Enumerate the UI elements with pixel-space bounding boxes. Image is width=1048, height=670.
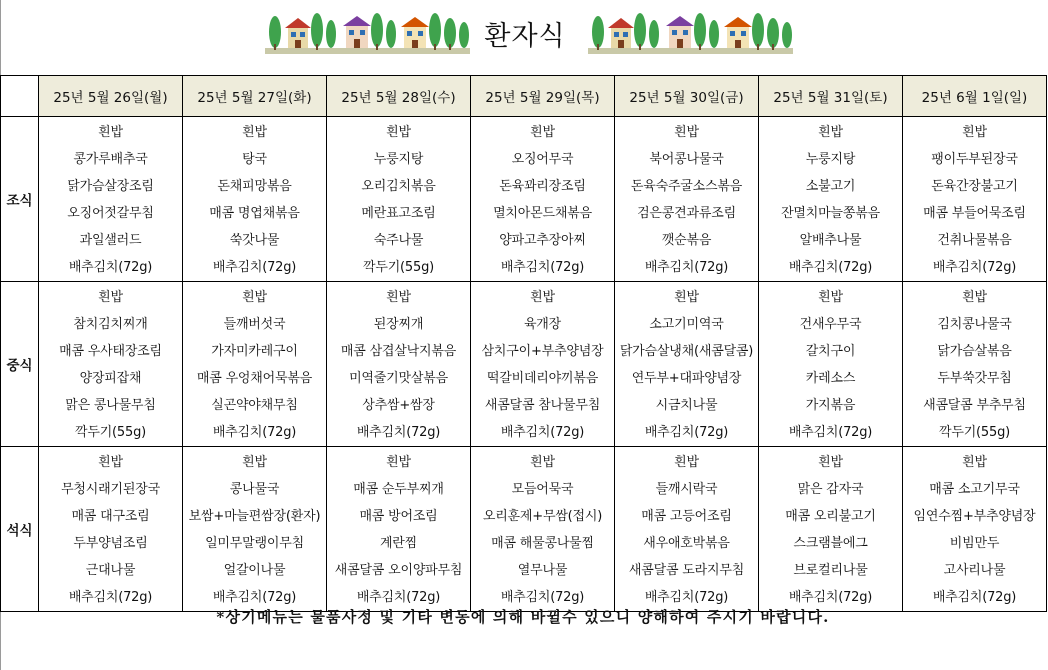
menu-item: 근대나물 (85, 563, 136, 578)
menu-item: 깍두기(55g) (938, 425, 1010, 440)
menu-item: 흰밥 (530, 290, 555, 305)
menu-cell (759, 282, 903, 447)
menu-item: 흰밥 (674, 455, 699, 470)
menu-item: 북어콩나물국 (649, 152, 724, 167)
menu-item-list (903, 282, 1046, 446)
meal-row-breakfast (1, 117, 1047, 282)
menu-item: 흰밥 (98, 125, 123, 140)
menu-item: 흰밥 (818, 455, 843, 470)
menu-item: 돈육숙주굴소스볶음 (630, 179, 743, 194)
menu-item: 배추김치(72g) (932, 260, 1017, 275)
menu-item: 소불고기 (805, 179, 856, 194)
menu-cell (903, 117, 1047, 282)
menu-item: 깻순볶음 (661, 233, 712, 248)
menu-item: 쑥갓나물 (229, 233, 280, 248)
date-header: 25년 5월 31일(토) (759, 76, 903, 117)
meal-label: 중식 (1, 282, 39, 447)
menu-item: 매콤 순두부찌개 (353, 482, 444, 497)
menu-item: 새콤달콤 부추무침 (923, 398, 1026, 413)
menu-item: 흰밥 (674, 125, 699, 140)
menu-item: 배추김치(72g) (500, 260, 585, 275)
menu-item-list (183, 117, 326, 281)
menu-item: 검은콩견과류조림 (637, 206, 736, 221)
menu-cell (471, 282, 615, 447)
menu-item: 닭가슴살볶음 (937, 344, 1012, 359)
menu-item: 메란표고조림 (361, 206, 436, 221)
menu-item: 잔멸치마늘쫑볶음 (781, 206, 880, 221)
menu-cell (183, 447, 327, 612)
date-header: 25년 5월 26일(월) (39, 76, 183, 117)
menu-item: 연두부+대파양념장 (631, 371, 742, 386)
menu-item: 돈육간장불고기 (931, 179, 1018, 194)
menu-item: 배추김치(72g) (788, 425, 873, 440)
menu-item: 두부양념조림 (73, 536, 148, 551)
menu-item-list (759, 282, 902, 446)
village-illustration-icon (265, 10, 470, 54)
menu-item-list (471, 282, 614, 446)
menu-item: 맑은 감자국 (797, 482, 864, 497)
menu-item: 멸치아몬드채볶음 (493, 206, 592, 221)
corner-cell (1, 76, 39, 117)
menu-item: 육개장 (523, 317, 562, 332)
menu-item: 고사리나물 (943, 563, 1006, 578)
menu-item-list (759, 447, 902, 611)
menu-item: 들깨버섯국 (223, 317, 286, 332)
menu-item: 무청시래기된장국 (61, 482, 160, 497)
menu-item: 흰밥 (386, 290, 411, 305)
meal-row-lunch (1, 282, 1047, 447)
menu-item: 흰밥 (962, 290, 987, 305)
menu-item: 스크램블에그 (793, 536, 868, 551)
menu-item: 새콤달콤 오이양파무침 (334, 563, 463, 578)
menu-item: 열무나물 (517, 563, 568, 578)
menu-cell (327, 282, 471, 447)
menu-item: 배추김치(72g) (932, 590, 1017, 605)
menu-item: 배추김치(72g) (68, 260, 153, 275)
menu-item: 비빔만두 (949, 536, 1000, 551)
menu-item: 배추김치(72g) (644, 425, 729, 440)
menu-item: 누룽지탕 (805, 152, 856, 167)
menu-item: 오리훈제+무쌈(접시) (482, 509, 603, 524)
page-title: 환자식 (484, 21, 566, 52)
menu-item: 매콤 해물콩나물찜 (491, 536, 594, 551)
menu-cell (183, 117, 327, 282)
menu-cell (327, 447, 471, 612)
menu-cell (471, 447, 615, 612)
menu-item: 매콤 고등어조림 (641, 509, 732, 524)
menu-item-list (39, 117, 182, 281)
notice-text: *상기메뉴는 물품사정 및 기타 변동에 의해 바뀔수 있으니 양해하여 주시기 바랍니다. (216, 608, 830, 626)
menu-cell (183, 282, 327, 447)
menu-item: 김치콩나물국 (937, 317, 1012, 332)
menu-item: 맑은 콩나물무침 (65, 398, 156, 413)
meal-label: 석식 (1, 447, 39, 612)
menu-item: 매콤 삼겹살낙지볶음 (340, 344, 457, 359)
menu-item: 배추김치(72g) (212, 590, 297, 605)
menu-item: 돈육꽈리장조림 (499, 179, 586, 194)
menu-item: 떡갈비데리야끼볶음 (486, 371, 599, 386)
menu-item: 닭가슴살냉채(새콤달콤) (619, 344, 754, 359)
menu-cell (759, 117, 903, 282)
date-header: 25년 5월 30일(금) (615, 76, 759, 117)
menu-item: 배추김치(72g) (500, 425, 585, 440)
menu-item: 숙주나물 (373, 233, 424, 248)
menu-item: 일미무말랭이무침 (205, 536, 304, 551)
menu-item: 상추쌈+쌈장 (362, 398, 435, 413)
menu-item-list (327, 282, 470, 446)
menu-item: 브로컬리나물 (793, 563, 868, 578)
menu-item: 배추김치(72g) (68, 590, 153, 605)
menu-item: 삼치구이+부추양념장 (481, 344, 604, 359)
menu-cell (615, 282, 759, 447)
menu-cell (903, 447, 1047, 612)
menu-item: 과일샐러드 (79, 233, 142, 248)
menu-item: 미역줄기맛살볶음 (349, 371, 448, 386)
menu-item: 참치김치찌개 (73, 317, 148, 332)
menu-item-list (183, 282, 326, 446)
menu-item: 매콤 우사태장조림 (59, 344, 162, 359)
menu-cell (39, 117, 183, 282)
menu-item: 시금치나물 (655, 398, 718, 413)
weekly-menu-table (0, 75, 1047, 612)
menu-item: 계란찜 (379, 536, 418, 551)
menu-item: 알배추나물 (799, 233, 862, 248)
menu-cell (39, 282, 183, 447)
menu-item: 들깨시락국 (655, 482, 718, 497)
menu-item: 건취나물볶음 (937, 233, 1012, 248)
menu-item: 깍두기(55g) (362, 260, 434, 275)
menu-cell (903, 282, 1047, 447)
page-header (0, 0, 1048, 75)
menu-item: 건새우무국 (799, 317, 862, 332)
menu-item: 된장찌개 (373, 317, 424, 332)
date-header: 25년 5월 29일(목) (471, 76, 615, 117)
menu-item: 카레소스 (805, 371, 856, 386)
menu-item: 가지볶음 (805, 398, 856, 413)
menu-item: 흰밥 (242, 125, 267, 140)
menu-item-list (327, 117, 470, 281)
menu-item-list (471, 447, 614, 611)
menu-item: 얼갈이나물 (223, 563, 286, 578)
menu-item: 배추김치(72g) (356, 425, 441, 440)
menu-item: 양파고추장아찌 (499, 233, 586, 248)
menu-item: 누룽지탕 (373, 152, 424, 167)
menu-item-list (759, 117, 902, 281)
menu-cell (471, 117, 615, 282)
menu-item: 흰밥 (242, 455, 267, 470)
meal-row-dinner (1, 447, 1047, 612)
date-header-row (1, 76, 1047, 117)
menu-item: 흰밥 (98, 290, 123, 305)
menu-item: 갈치구이 (805, 344, 856, 359)
menu-item: 배추김치(72g) (788, 590, 873, 605)
menu-item: 새우애호박볶음 (643, 536, 730, 551)
menu-item: 흰밥 (98, 455, 123, 470)
menu-item: 돈채피망볶음 (217, 179, 292, 194)
menu-cell (759, 447, 903, 612)
menu-item: 매콤 우엉채어묵볶음 (196, 371, 313, 386)
menu-item: 흰밥 (242, 290, 267, 305)
menu-cell (39, 447, 183, 612)
menu-item: 양장피잡채 (79, 371, 142, 386)
menu-item: 매콤 오리불고기 (785, 509, 876, 524)
menu-item: 소고기미역국 (649, 317, 724, 332)
menu-item-list (903, 117, 1046, 281)
menu-item: 모듬어묵국 (511, 482, 574, 497)
menu-item: 매콤 소고기무국 (929, 482, 1020, 497)
menu-item: 흰밥 (962, 125, 987, 140)
menu-item: 두부쑥갓무침 (937, 371, 1012, 386)
menu-cell (615, 117, 759, 282)
menu-item-list (903, 447, 1046, 611)
menu-cell (615, 447, 759, 612)
menu-item: 흰밥 (530, 455, 555, 470)
menu-item: 매콤 명엽채볶음 (209, 206, 300, 221)
menu-item-list (327, 447, 470, 611)
menu-item-list (183, 447, 326, 611)
menu-item: 흰밥 (818, 290, 843, 305)
date-header: 25년 6월 1일(일) (903, 76, 1047, 117)
menu-item: 배추김치(72g) (644, 260, 729, 275)
village-illustration-icon (588, 10, 793, 54)
menu-item: 실곤약야채무침 (211, 398, 298, 413)
menu-item: 닭가슴살장조림 (67, 179, 154, 194)
date-header: 25년 5월 28일(수) (327, 76, 471, 117)
menu-item-list (39, 447, 182, 611)
menu-item: 배추김치(72g) (356, 590, 441, 605)
menu-item-list (39, 282, 182, 446)
menu-item: 흰밥 (818, 125, 843, 140)
menu-item: 깍두기(55g) (74, 425, 146, 440)
date-header: 25년 5월 27일(화) (183, 76, 327, 117)
menu-item: 배추김치(72g) (500, 590, 585, 605)
meal-label: 조식 (1, 117, 39, 282)
menu-item: 콩나물국 (229, 482, 280, 497)
menu-item: 탕국 (242, 152, 267, 167)
menu-item: 매콤 대구조림 (71, 509, 150, 524)
menu-item: 배추김치(72g) (212, 260, 297, 275)
menu-item: 오징어젓갈무침 (67, 206, 154, 221)
menu-item: 흰밥 (530, 125, 555, 140)
menu-item: 오리김치볶음 (361, 179, 436, 194)
menu-item: 콩가루배추국 (73, 152, 148, 167)
menu-item: 배추김치(72g) (644, 590, 729, 605)
menu-item: 흰밥 (674, 290, 699, 305)
menu-item: 오징어무국 (511, 152, 574, 167)
menu-item: 새콤달콤 참나물무침 (484, 398, 601, 413)
menu-item: 팽이두부된장국 (931, 152, 1018, 167)
menu-item: 임연수찜+부추양념장 (913, 509, 1036, 524)
menu-item: 흰밥 (386, 455, 411, 470)
menu-item: 흰밥 (962, 455, 987, 470)
menu-item: 새콤달콤 도라지무침 (628, 563, 745, 578)
menu-item-list (471, 117, 614, 281)
menu-item: 보쌈+마늘편쌈장(환자) (188, 509, 321, 524)
menu-item: 흰밥 (386, 125, 411, 140)
menu-item-list (615, 117, 758, 281)
menu-item: 매콤 방어조림 (359, 509, 438, 524)
menu-item: 배추김치(72g) (788, 260, 873, 275)
menu-item-list (615, 447, 758, 611)
menu-cell (327, 117, 471, 282)
menu-item: 배추김치(72g) (212, 425, 297, 440)
menu-item-list (615, 282, 758, 446)
menu-item: 매콤 부들어묵조림 (923, 206, 1026, 221)
menu-item: 가자미카레구이 (211, 344, 298, 359)
